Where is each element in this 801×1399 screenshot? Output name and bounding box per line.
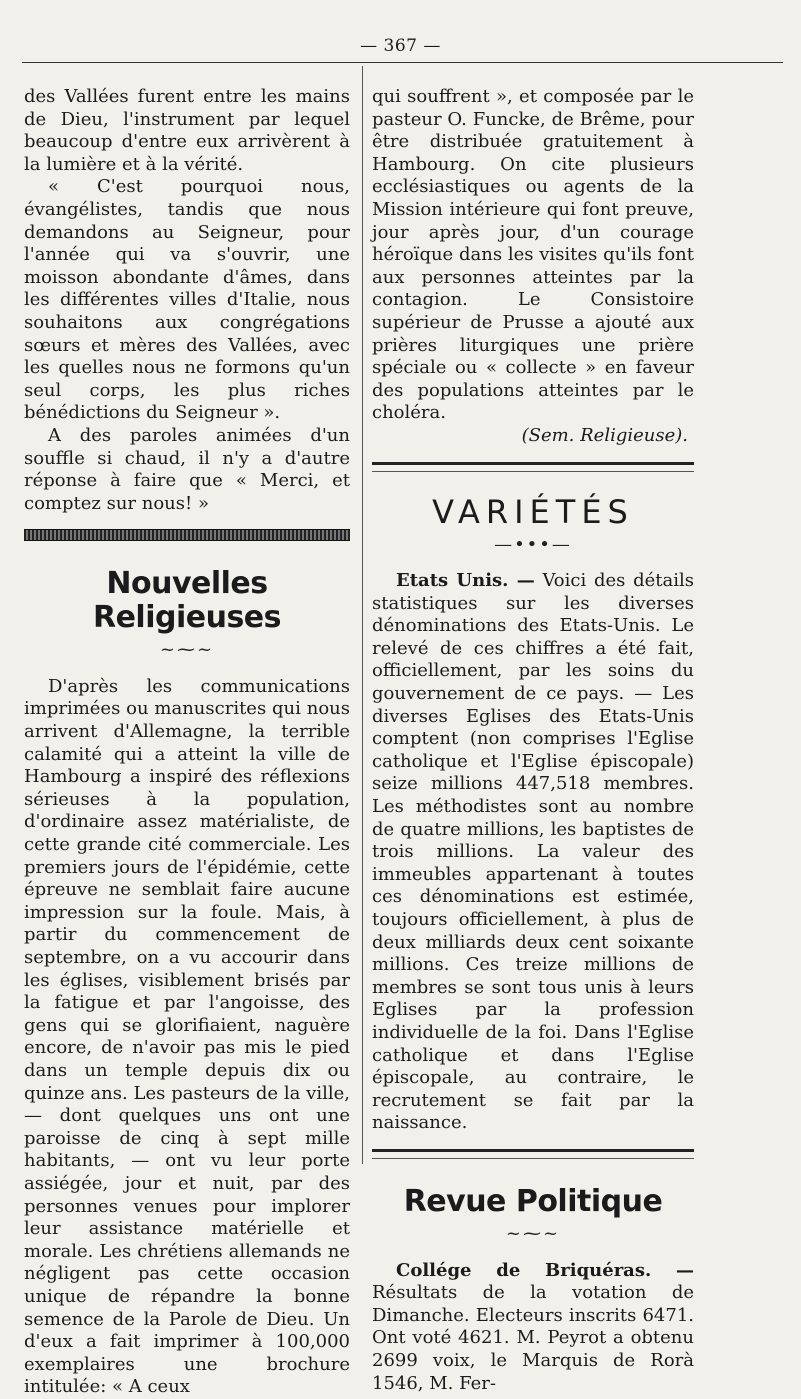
paragraph: des Vallées furent entre les mains de Dieu, l'instrument par lequel beaucoup d'entre eux arrivèrent à la lumière et à la vérité.	[24, 86, 350, 175]
run-in-heading: Etats Unis. —	[396, 570, 535, 592]
paragraph-text: Résultats de la votation de Dimanche. Electeurs inscrits 6471. Ont voté 4621. M. Peyrot a obtenu 2699 voix, le Marquis de Rorà 1546, M. Fer-	[372, 1282, 694, 1394]
ornament: —•••—	[494, 533, 572, 555]
ornament: ~⁓~	[159, 639, 215, 661]
left-column	[24, 86, 350, 1399]
section-separator	[372, 462, 694, 472]
paragraph-text: Voici des détails statistiques sur les diverses dénominations des Etats-Unis. Le relevé de ces chiffres a été fait, officiellement, par les soins du gouvernement de ce pays. — Les diverses Eglises des Etats-Unis comptent (non comprises l'Eglise catholique et l'Eglise épiscopale) seize millions 447,518 membres. Les méthodistes sont au nombre de quatre millions, les baptistes de trois millions. La valeur des immeubles appartenant à toutes ces dénominations est estimée, toujours officiellement, à plus de deux milliards deux cent soixante millions. Ces treize millions de membres se sont tous unis à leurs Eglises par la profession individuelle de la foi. Dans l'Eglise catholique et dans l'Eglise épiscopale, au contraire, le recrutement se fait par la naissance.	[372, 570, 694, 1134]
run-in-heading: Collége de Briquéras. —	[396, 1259, 694, 1281]
column-divider	[362, 66, 363, 1164]
section-separator	[24, 529, 350, 541]
section-title: VARIÉTÉS	[432, 492, 634, 531]
section-title: Revue Politique	[403, 1183, 663, 1219]
section-separator	[372, 1149, 694, 1159]
paragraph: qui souffrent », et composée par le pasteur O. Funcke, de Brême, pour être distribuée gratuitement à Hambourg. On cite plusieurs ecclésiastiques ou agents de la Mission intérieure qui font preuve, jour après jour, d'un courage héroïque dans les visites qu'ils font aux personnes atteintes par la contagion. Le Consistoire supérieur de Prusse a ajouté aux prières liturgiques une prière spéciale ou « collecte » en faveur des populations atteintes par le choléra.	[372, 86, 694, 424]
section-title: Nouvelles Religieuses	[92, 566, 282, 636]
paragraph: D'après les communications imprimées ou manuscrites qui nous arrivent d'Allemagne, la terrible calamité qui a atteint la ville de Hambourg a inspiré des réflexions sérieuses à la population, d'ordinaire assez matérialiste, de cette grande cité commerciale. Les premiers jours de l'épidémie, cette épreuve ne semblait faire aucune impression sur la foule. Mais, à partir du commencement de septembre, on a vu accourir dans les églises, visiblement brisés par la fatigue et par l'angoisse, des gens qui se glorifiaient, naguère encore, de n'avoir pas mis le pied dans un temple depuis dix ou quinze ans. Les pasteurs de la ville, — dont quelques uns ont une paroisse de cinq à sept mille habitants, — ont vu leur porte assiégée, jour et nuit, par des personnes venues pour implorer leur assistance matérielle et morale. Les chrétiens allemands ne négligent pas cette occasion unique de répandre la bonne semence de la Parole de Dieu. Un d'eux a fait imprimer à 100,000 exemplaires une brochure intitulée: « A ceux	[24, 675, 350, 1398]
header-rule	[22, 62, 783, 63]
paragraph	[372, 570, 694, 1135]
paragraph	[372, 1260, 694, 1396]
ornament: ~⁓~	[505, 1222, 561, 1244]
paragraph: A des paroles animées d'un souffle si chaud, il n'y a d'autre réponse à faire que « Merci, et comptez sur nous! »	[24, 424, 350, 514]
source-citation: (Sem. Religieuse).	[521, 424, 688, 446]
right-column	[372, 86, 694, 1395]
page-number: — 367 —	[360, 36, 441, 56]
paragraph: « C'est pourquoi nous, évangélistes, tandis que nous demandons au Seigneur, pour l'année qui va s'ouvrir, une moisson abondante d'âmes, dans les différentes villes d'Italie, nous souhaitons aux congrégations sœurs et mères des Vallées, avec les quelles nous ne formons qu'un seul corps, les plus riches bénédictions du Seigneur ».	[24, 176, 350, 424]
